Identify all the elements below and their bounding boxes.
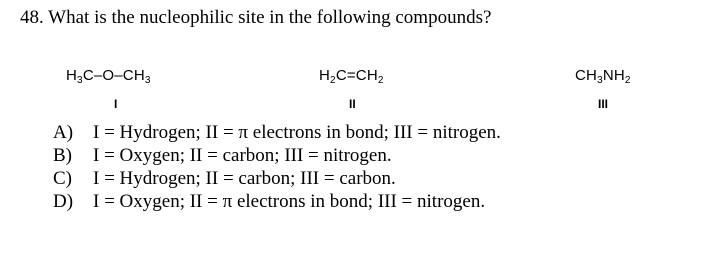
option-text: I = Hydrogen; II = carbon; III = carbon. — [93, 168, 396, 189]
formula-subscript: 3 — [77, 75, 83, 86]
formula-subscript: 3 — [144, 75, 151, 86]
option-letter: C) — [53, 168, 72, 189]
formula-part: C–O–CH — [82, 67, 145, 84]
option-text: I = Hydrogen; II = π electrons in bond; III = nitrogen. — [93, 122, 501, 143]
option-letter: B) — [53, 145, 72, 166]
formula-subscript: 2 — [330, 75, 336, 86]
formula-part: H — [66, 67, 78, 84]
formula-part: NH — [602, 67, 625, 84]
formula-part: H — [319, 67, 331, 84]
compound-label-1: I — [114, 97, 118, 111]
option-d[interactable] — [53, 190, 501, 213]
compound-ethene — [319, 67, 384, 84]
compound-dimethyl-ether — [66, 67, 151, 84]
question-heading — [20, 7, 491, 29]
question-number: 48. — [20, 7, 44, 28]
option-text: I = Oxygen; II = π electrons in bond; III = nitrogen. — [93, 191, 486, 212]
compound-label-3: III — [598, 97, 609, 111]
question-text: What is the nucleophilic site in the following compounds? — [48, 7, 492, 28]
option-c[interactable] — [53, 167, 501, 190]
compound-methylamine — [575, 67, 631, 84]
option-text: I = Oxygen; II = carbon; III = nitrogen. — [93, 145, 392, 166]
answer-options — [53, 121, 501, 213]
option-a[interactable] — [53, 121, 501, 144]
option-letter: D) — [53, 191, 74, 212]
option-letter: A) — [53, 122, 74, 143]
formula-subscript: 3 — [597, 75, 603, 86]
formula-subscript: 2 — [377, 75, 384, 86]
option-b[interactable] — [53, 144, 501, 167]
formula-part: CH — [575, 67, 598, 84]
compound-label-2: II — [349, 97, 356, 111]
formula-part: C=CH — [335, 67, 378, 84]
formula-subscript: 2 — [624, 75, 631, 86]
